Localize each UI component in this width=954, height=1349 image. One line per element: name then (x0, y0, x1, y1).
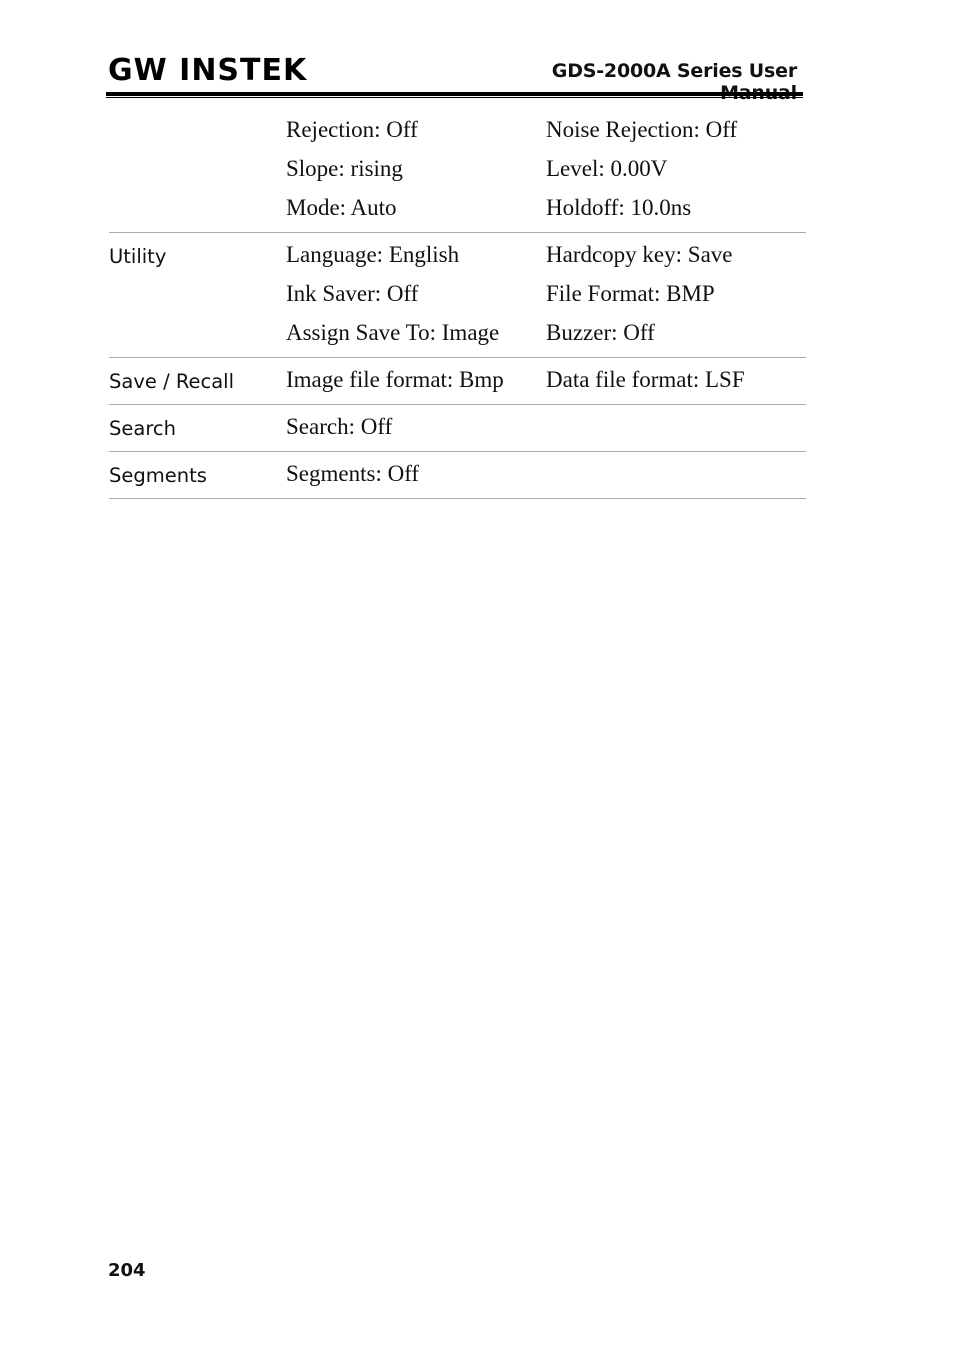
table-row (109, 361, 806, 400)
table-cell: Search: Off (286, 414, 393, 439)
page-number: 204 (108, 1260, 146, 1281)
table-row (109, 314, 806, 353)
table-row (109, 150, 806, 189)
table-row (109, 408, 806, 447)
table-cell: Assign Save To: Image (286, 320, 500, 345)
header-rule (106, 92, 803, 96)
header-rule-thin (106, 97, 803, 98)
row-label: Segments (109, 464, 207, 487)
table-cell: Ink Saver: Off (286, 281, 419, 306)
table-cell: Rejection: Off (286, 117, 418, 142)
table-cell: Hardcopy key: Save (546, 242, 733, 267)
table-group-search (109, 408, 806, 452)
row-label: Search (109, 417, 176, 440)
table-row (109, 236, 806, 275)
table-cell: Holdoff: 10.0ns (546, 195, 692, 220)
svg-text:GW INSTEK: GW INSTEK (108, 53, 308, 88)
table-cell: Language: English (286, 242, 460, 267)
table-cell: Noise Rejection: Off (546, 117, 738, 142)
settings-table (109, 111, 806, 502)
table-cell: Segments: Off (286, 461, 420, 486)
table-cell: File Format: BMP (546, 281, 715, 306)
table-cell: Buzzer: Off (546, 320, 655, 345)
table-cell: Level: 0.00V (546, 156, 668, 181)
table-cell: Data file format: LSF (546, 367, 745, 392)
table-cell: Mode: Auto (286, 195, 397, 220)
row-label: Save / Recall (109, 370, 235, 393)
table-cell: Image file format: Bmp (286, 367, 504, 392)
gw-instek-logo (108, 52, 308, 88)
table-cell: Slope: rising (286, 156, 403, 181)
table-group-trigger (109, 111, 806, 233)
table-row (109, 455, 806, 494)
table-group-save-recall (109, 361, 806, 405)
row-label: Utility (109, 245, 167, 268)
table-row (109, 111, 806, 150)
table-row (109, 275, 806, 314)
table-group-utility (109, 236, 806, 358)
table-row (109, 189, 806, 228)
table-group-segments (109, 455, 806, 499)
document-title: GDS-2000A Series User (551, 60, 797, 82)
